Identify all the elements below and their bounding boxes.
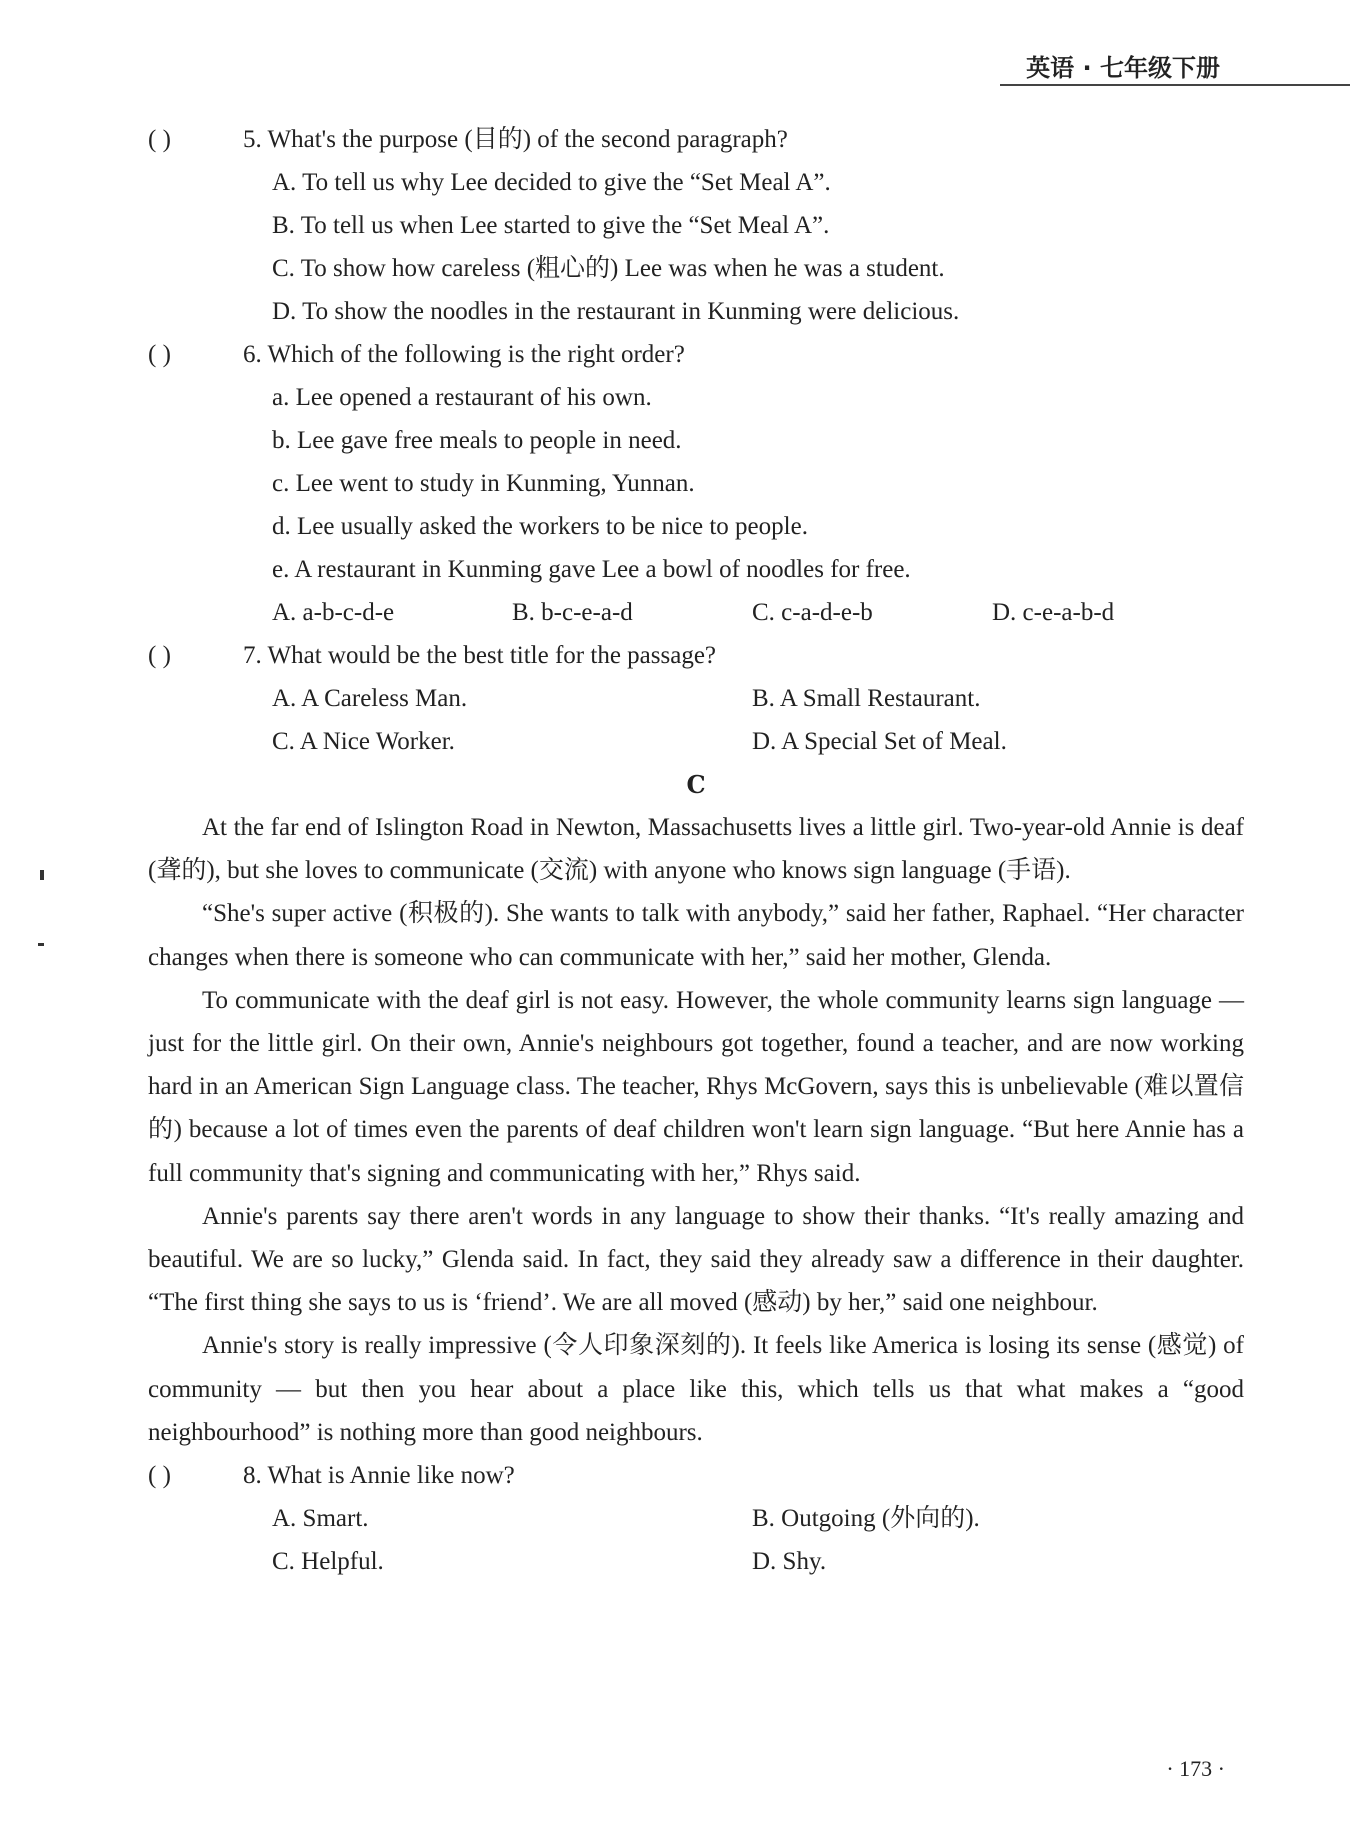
passage-c: [148, 806, 1244, 1454]
option: A. Smart.: [272, 1505, 369, 1533]
answer-blank[interactable]: ( ): [148, 642, 171, 669]
option: C. To show how careless (粗心的) Lee was when he was a student.: [272, 255, 945, 282]
book-header-title: 英语 · 七年级下册: [1026, 54, 1220, 82]
option: A. a-b-c-d-e: [272, 599, 395, 626]
option: A. To tell us why Lee decided to give the “Set Meal A”.: [272, 169, 831, 196]
option: A. A Careless Man.: [272, 685, 468, 712]
event-item: b. Lee gave free meals to people in need.: [272, 427, 682, 454]
option: C. c-a-d-e-b: [752, 599, 873, 626]
option: C. A Nice Worker.: [272, 728, 455, 755]
question-stem: 8. What is Annie like now?: [243, 1462, 515, 1490]
option: B. A Small Restaurant.: [752, 685, 981, 712]
option: D. c-e-a-b-d: [992, 599, 1115, 626]
margin-mark: [38, 943, 44, 946]
option: C. Helpful.: [272, 1548, 384, 1576]
answer-blank[interactable]: ( ): [148, 341, 171, 368]
option: B. b-c-e-a-d: [512, 599, 633, 626]
passage-paragraph: Annie's parents say there aren't words in any language to show their thanks. “It's really amazing and beautiful. We are so lucky,” Glenda said. In fact, they said they already saw a difference in their daughter. “The first thing she says to us is ‘friend’. We are all moved (感动) by her,” said one neighbour.: [148, 1202, 1244, 1317]
answer-blank[interactable]: ( ): [148, 126, 171, 153]
event-item: a. Lee opened a restaurant of his own.: [272, 384, 652, 411]
header-rule: [1000, 84, 1350, 86]
option-row: [148, 1540, 1244, 1583]
passage-paragraph: “She's super active (积极的). She wants to talk with anybody,” said her father, Raphael. “Her character changes when there is someone who can communicate with her,” said her mother, Glenda.: [148, 900, 1244, 971]
event-item: d. Lee usually asked the workers to be nice to people.: [272, 513, 808, 540]
event-item: e. A restaurant in Kunming gave Lee a bowl of noodles for free.: [272, 556, 911, 583]
question-5: [148, 118, 1244, 333]
section-heading: C: [686, 770, 706, 799]
option-row: [148, 677, 1244, 720]
option: B. To tell us when Lee started to give the “Set Meal A”.: [272, 212, 830, 239]
question-8: [148, 1454, 1244, 1583]
question-7: [148, 634, 1244, 763]
option: D. To show the noodles in the restaurant in Kunming were delicious.: [272, 298, 960, 325]
question-stem: 6. Which of the following is the right order?: [243, 341, 685, 368]
margin-mark: [40, 870, 44, 880]
passage-paragraph: To communicate with the deaf girl is not easy. However, the whole community learns sign language — just for the little girl. On their own, Annie's neighbours got together, found a teacher, and are now working hard in an American Sign Language class. The teacher, Rhys McGovern, says this is unbelievable (难以置信的) because a lot of times even the parents of deaf children won't learn sign language. “But here Annie has a full community that's signing and communicating with her,” Rhys said.: [148, 986, 1244, 1187]
passage-paragraph: At the far end of Islington Road in Newton, Massachusetts lives a little girl. Two-year-old Annie is deaf (聋的), but she loves to communicate (交流) with anyone who knows sign language (手语).: [148, 814, 1244, 885]
question-6: [148, 333, 1244, 634]
page-content: [148, 118, 1244, 1583]
option: D. A Special Set of Meal.: [752, 728, 1007, 755]
page-number: · 173 ·: [1166, 1756, 1225, 1781]
option: B. Outgoing (外向的).: [752, 1505, 980, 1533]
question-stem: 7. What would be the best title for the passage?: [243, 642, 717, 669]
event-item: c. Lee went to study in Kunming, Yunnan.: [272, 470, 695, 497]
option-row: [148, 1497, 1244, 1540]
option-row: [148, 720, 1244, 763]
question-stem: 5. What's the purpose (目的) of the second paragraph?: [243, 126, 788, 153]
answer-blank[interactable]: ( ): [148, 1462, 171, 1490]
option: D. Shy.: [752, 1548, 827, 1576]
passage-paragraph: Annie's story is really impressive (令人印象深刻的). It feels like America is losing its sense (感觉) of community — but then you hear about a place like this, which tells us that what makes a “good neighbourhood” is nothing more than good neighbours.: [148, 1332, 1244, 1446]
option-row: [148, 591, 1244, 634]
